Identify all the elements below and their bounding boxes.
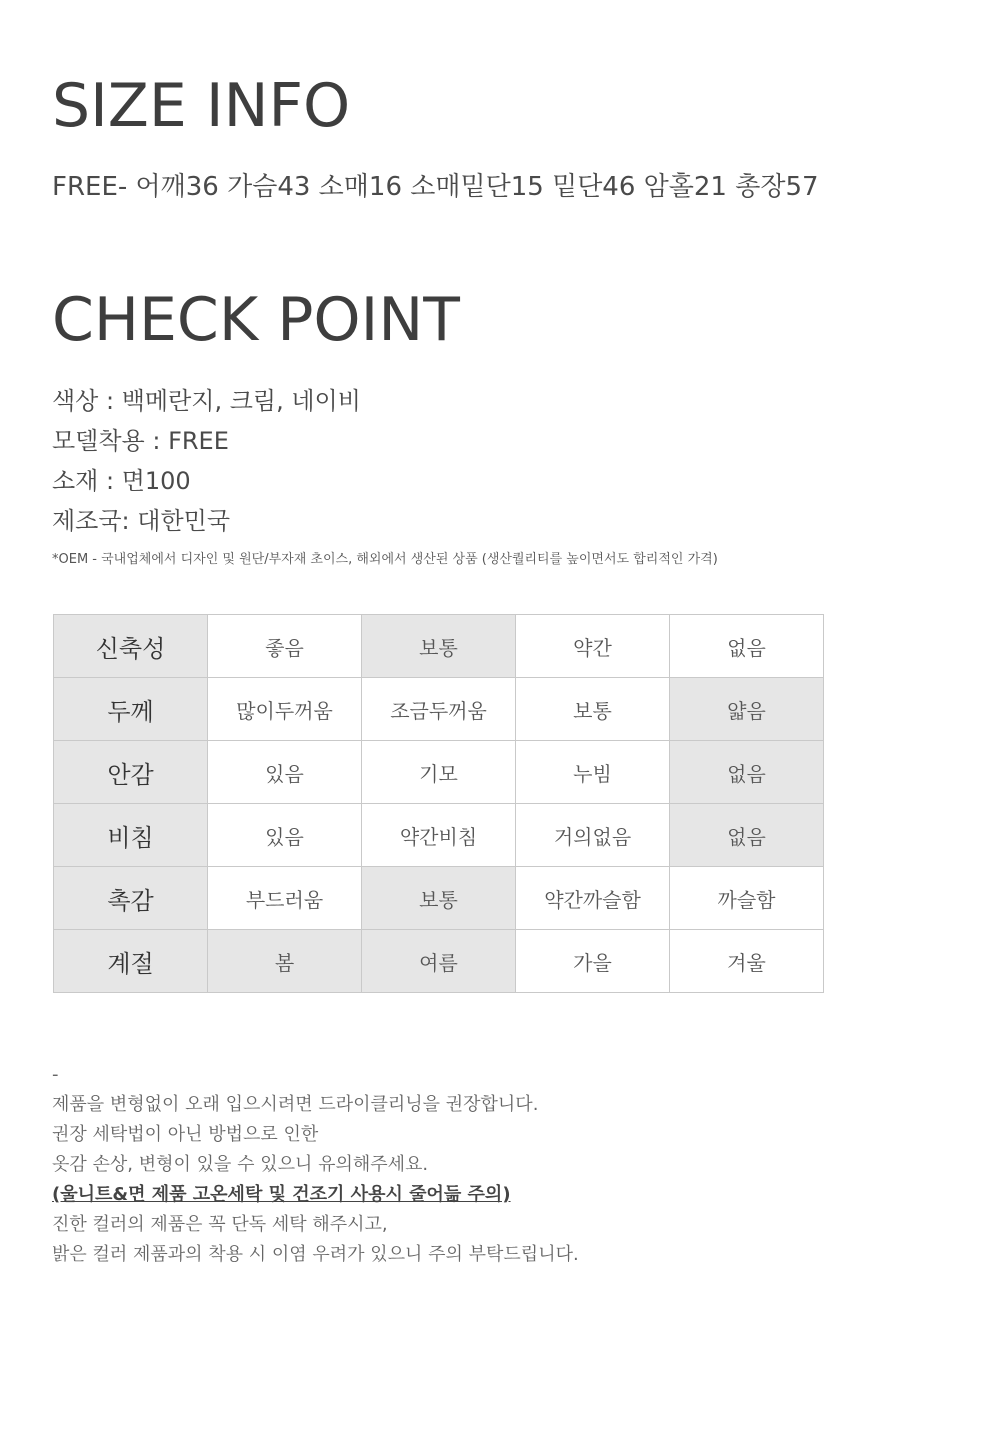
table-cell: 좋음 xyxy=(208,615,362,678)
table-cell: 약간비침 xyxy=(362,804,516,867)
table-cell: 가을 xyxy=(516,930,670,993)
color-info: 색상 : 백메란지, 크림, 네이비 xyxy=(52,387,361,415)
table-cell: 약간까슬함 xyxy=(516,867,670,930)
table-cell: 까슬함 xyxy=(670,867,824,930)
table-cell: 약간 xyxy=(516,615,670,678)
row-label: 계절 xyxy=(54,930,208,993)
model-size-info: 모델착용 : FREE xyxy=(52,427,229,455)
material-info: 소재 : 면100 xyxy=(52,467,191,495)
check-point-table xyxy=(53,614,824,993)
table-cell: 기모 xyxy=(362,741,516,804)
origin-info: 제조국: 대한민국 xyxy=(52,507,231,535)
table-cell-selected: 없음 xyxy=(670,741,824,804)
care-line: 밝은 컬러 제품과의 착용 시 이염 우려가 있으니 주의 부탁드립니다. xyxy=(52,1244,579,1265)
check-point-title: CHECK POINT xyxy=(52,285,460,355)
row-label: 두께 xyxy=(54,678,208,741)
table-row xyxy=(54,804,824,867)
table-cell: 누빔 xyxy=(516,741,670,804)
table-cell: 겨울 xyxy=(670,930,824,993)
care-dash: - xyxy=(52,1064,59,1085)
table-cell: 있음 xyxy=(208,804,362,867)
table-cell: 보통 xyxy=(516,678,670,741)
table-cell-selected: 보통 xyxy=(362,867,516,930)
table-cell: 부드러움 xyxy=(208,867,362,930)
size-info-title: SIZE INFO xyxy=(52,71,351,141)
table-cell-selected: 보통 xyxy=(362,615,516,678)
care-line: 옷감 손상, 변형이 있을 수 있으니 유의해주세요. xyxy=(52,1154,429,1175)
table-cell: 없음 xyxy=(670,615,824,678)
table-cell-selected: 없음 xyxy=(670,804,824,867)
table-cell: 있음 xyxy=(208,741,362,804)
row-label: 촉감 xyxy=(54,867,208,930)
care-warning: (울니트&면 제품 고온세탁 및 건조기 사용시 줄어듦 주의) xyxy=(52,1184,511,1205)
care-line: 권장 세탁법이 아닌 방법으로 인한 xyxy=(52,1124,319,1145)
table-row xyxy=(54,930,824,993)
table-row xyxy=(54,867,824,930)
table-cell: 많이두꺼움 xyxy=(208,678,362,741)
table-cell: 조금두꺼움 xyxy=(362,678,516,741)
care-instructions xyxy=(52,1060,579,1270)
table-row xyxy=(54,741,824,804)
row-label: 안감 xyxy=(54,741,208,804)
table-cell: 거의없음 xyxy=(516,804,670,867)
size-measurements: FREE- 어깨36 가슴43 소매16 소매밑단15 밑단46 암홀21 총장57 xyxy=(52,172,819,202)
row-label: 비침 xyxy=(54,804,208,867)
table-cell-selected: 봄 xyxy=(208,930,362,993)
oem-note: *OEM - 국내업체에서 디자인 및 원단/부자재 초이스, 해외에서 생산된 상품 (생산퀄리티를 높이면서도 합리적인 가격) xyxy=(52,552,718,567)
care-line: 제품을 변형없이 오래 입으시려면 드라이클리닝을 권장합니다. xyxy=(52,1094,539,1115)
table-row xyxy=(54,615,824,678)
table-cell-selected: 얇음 xyxy=(670,678,824,741)
table-row xyxy=(54,678,824,741)
care-line: 진한 컬러의 제품은 꼭 단독 세탁 해주시고, xyxy=(52,1214,388,1235)
table-cell-selected: 여름 xyxy=(362,930,516,993)
row-label: 신축성 xyxy=(54,615,208,678)
